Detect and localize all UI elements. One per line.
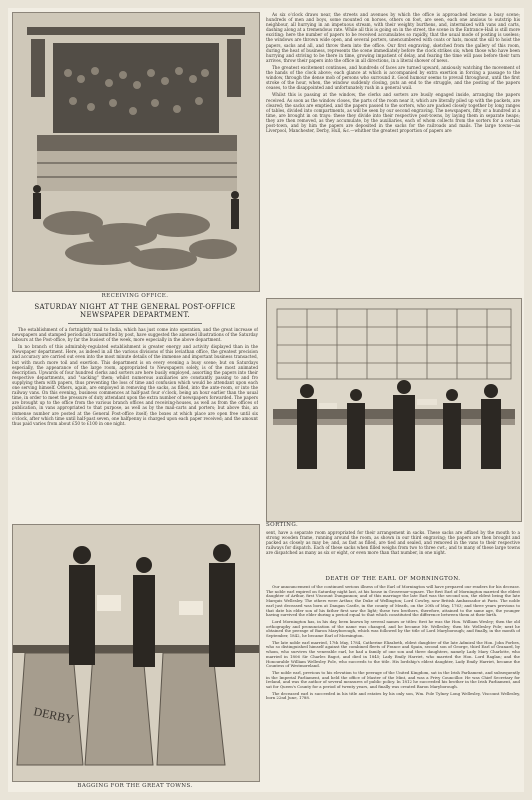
caption-sorting: SORTING. [266,522,299,528]
newspaper-page [8,8,524,792]
article-column-left [12,327,258,517]
article-paragraph: The greatest excitement continues, and hundreds of faces are turned upward, anxiously watching the movement of the hands of the clock above; each glance at which is accompanied by extra exertion in forcing a passage to the window, through the dense mob of persons who surround it. Good humour seems to prevail throughout, until the first stroke of the hour, when, the window suddenly closing, puts an end to the struggle, and the posting of the papers ceases, to the disappointed and unfortunately rush in a general wail. [266,64,520,91]
illustration-receiving-office [12,12,260,292]
obituary-paragraph: The noble earl, previous to his elevation to the peerage of the United Kingdom, sat in the Irish Parliament, and subsequently in the Imperial Parliament, and held the office of Master of the Mint, and was a Privy Councillor. He was Chief Secretary for Ireland, and was the author of several measures of public policy. In 1812 he succeeded his brother in the Irish Parliament, and sat for Queen's County for a period of twenty years, and finally was created Baron Maryborough. [266,669,520,690]
headline-rule [68,323,202,324]
illustration-sorting [266,298,522,522]
article-paragraph: Whilst this is passing at the window, the clerks and sorters are busily engaged inside, arranging the papers received. As soon as the window closes, the parts of the room near it, which are literally piled up with the packets, are cleared; the sacks are emptied, and the papers passed to the sorters, who are packed closely together by long ranges of tables, divided into compartments, as will be seen by our second engraving. The newspapers, fifty or a hundred at a time, are brought in on trays: these they divide into their respective post-towns, by laying them in separate heaps; they are then removed, as they accumulate, by the auxiliaries, each of whom collects from the sorters for a certain post-town, and by him the papers are deposited in the sacks for the railroads and mails. The large towns—as Liverpool, Manchester, Derby, Hull, &c.—whither the greatest proportion of papers are [266,92,520,134]
bagging-engraving [13,525,259,781]
obituary-column [266,585,520,788]
receiving-office-engraving [13,13,259,291]
article-paragraph: The establishment of a fortnightly mail to India, which has just come into operation, and the great increase of newspapers and stamped periodicals transmitted by post, have suggested the annexed illustrations of the Saturday labours at the Post-office, by far the busiest of the week, more especially in the above department. [12,327,258,343]
sorting-engraving [267,299,521,521]
article-paragraph: sent, have a separate room appropriated for their arrangement in sacks. These sacks are affixed by the mouth to a strong wooden frame, running around the room, as shown in our third engraving; the papers are then brought and packed as closely as may be; and, as fast as filled, are tied and sealed, and removed in the vans to their respective railways for dispatch. Each of these sacks when filled weighs from two to three cwt.; and to many of these large towns are dispatched as many as six or eight, or even more than that number, in one night. [266,530,520,556]
article-column-right-middle [266,530,520,574]
article-paragraph: In no branch of this admirably-regulated establishment is greater energy and activity displayed than in the Newspaper department. Here, as indeed in all the various divisions of this leviathan office, the greatest precision and accuracy are carried out even into the most minute details of the immense and important business transacted, but with much more toil and exertion. This department is on every evening a busy scene; but on Saturdays especially, the appearance of the large room, appropriated to Newspapers solely, is of the most animated description. Upwards of four hundred clerks and sorters are here busily employed, assorting the papers into their respective departments, and "sacking" them; whilst numerous auxiliaries are constantly passing to and fro supplying them with papers, thus preventing the loss of time and confusion which would be attendant upon each one serving himself. Others, again, are employed in removing the sacks, as filled, into the ante-room, or into the railway vans. On this evening, business commences at half-past four o'clock, being an hour earlier than the usual time, in order to meet the pressure of duty attendant upon the extra number of newspapers forwarded. The papers are brought up to the office from the various branch offices and receiving-houses, as well as from the offices of publication, in vans appropriated to that purpose, as well as by the mail-carts and porters; but above this, an immense number are posted at the General Post-office itself; the boxes at which place are open free until six o'clock, after which time until half-past seven, one halfpenny is charged upon each paper received; and the amount thus paid varies from about £50 to £100 in one night. [12,344,258,426]
derby-bag-label: DERBY [32,704,76,727]
caption-bagging: BAGGING FOR THE GREAT TOWNS. [77,783,193,789]
article-column-right-top [266,12,520,294]
article-headline: SATURDAY NIGHT AT THE GENERAL POST-OFFICE NEWSPAPER DEPARTMENT. [34,303,236,319]
obituary-paragraph: The deceased earl is succeeded in his title and estates by his only son, Wm. Pole Tylney Long Wellesley, Viscount Wellesley, born 22nd June, 1788. [266,690,520,701]
obituary-paragraph: Our announcement of the continued serious illness of the Earl of Mornington will have prepared our readers for his decease. The noble earl expired on Saturday night last, at his house in Grosvenor-square. The first Earl of Mornington married the eldest daughter of Arthur, first Viscount Dungannon; and of this marriage the late Earl was the second son, the eldest being the late Marquis Wellesley. The others were Arthur, the Duke of Wellington; Lord Cowley, now British Ambassador at Paris. The noble earl just deceased was born at Dangan Castle, in the county of Meath, on the 20th of May, 1763; and three years previous to that date his elder son of his father first saw the light; these two brothers, therefore, attained to the same age, the younger having survived the elder during a period equal to that which constituted the difference between them at their birth. [266,585,520,618]
obituary-headline: DEATH OF THE EARL OF MORNINGTON. [325,576,461,582]
illustration-bagging [12,524,260,782]
article-paragraph: As six o'clock draws near, the streets and avenues by which the office is approached become a busy scene; hundreds of men and boys, some mounted on horses, others on foot, are seen, each one anxious to outstrip his neighbour, all hurrying in an impetuous stream, with their weighty burthens, and, intermixed with vans and carts, dashing along at a tremendous rate. While all this is going on in the street, the scene in the Entrance-Hall is still more exciting: here the number of papers to be received accumulates so rapidly, that the usual mode of posting is useless; the windows are thrown wide open, and several porters, unencumbered with coats or hats, mount the sill to hoist the papers, sacks and all, and throw them into the office. Our first engraving, sketched from the gallery of this room, during the heat of business, represents the scene immediately before the clock strikes six; when those who have been hurrying and striving to be there in time, growing impatient of delay, and fearing the time will pass before their turn arrives, throw their papers into the office in all directions, in a literal shower of news. [266,12,520,63]
obituary-paragraph: The late noble earl married, 17th May, 1784, Catherine Elizabeth, eldest daughter of the late Admiral the Hon. John Forbes, who so distinguished himself against the combined fleets of France and Spain, second son of George, third Earl of Granard, by whom, who survives the venerable earl, he had a family of one son and three daughters, namely Lady Mary Charlotte, who married in 1806 Sir Charles Bagot, and died in 1845; Lady Emily Harriet, who married the Hon. Lord Raglan; and the Honourable William Wellesley Pole, who succeeds to the title. His lordship's eldest daughter, Lady Emily Harriet, became the Countess of Westmoreland. [266,639,520,669]
obituary-paragraph: Lord Mornington has, in his day, been known by several names or titles: first he was the Hon. William Wesley; then the old orthography and pronunciation of the name was changed, and he became Mr. Wellesley; then Mr. Wellesley Pole; next he obtained the peerage of Baron Maryborough, which was followed by the title of Lord Maryborough; and finally, in the month of September, 1842, he became Earl of Mornington. [266,618,520,639]
caption-receiving-office: RECEIVING OFFICE. [101,293,169,299]
